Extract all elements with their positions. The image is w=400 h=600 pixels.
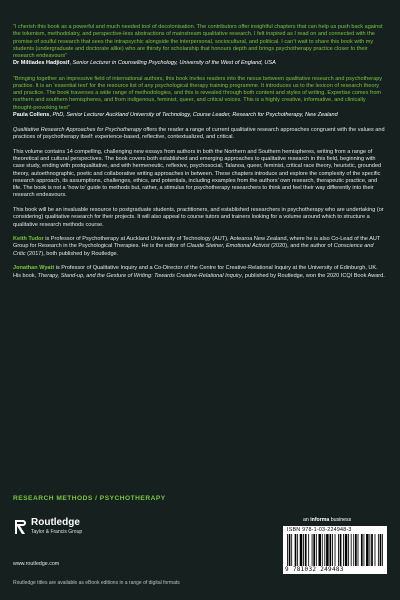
informa-brand: informa xyxy=(310,517,330,523)
cover-text xyxy=(13,24,387,287)
intro-text: offers the reader a range of current qualitative research approaches congruent with the values and practices of psychotherapy itself: experience-based, reflective, contextualized, and critical. xyxy=(13,127,385,141)
author-name-1: Keith Tudor xyxy=(13,236,44,243)
publisher-name: Routledge xyxy=(31,517,80,528)
book-title: Qualitative Research Approaches for Psychotherapy xyxy=(13,127,142,133)
endorser-role-1: Senior Lecturer in Counselling Psychology, University of the West of England, USA xyxy=(72,60,276,67)
description-contents: This volume contains 14 compelling, challenging new essays from authors in both the Northern and Southern hemispheres, writing from a range of theoretical and cultural perspectives. The book covers both established and emerging approaches to qualitative research in this field, beginning with case study, ending with postqualitative, and with hermeneutic, reflexive, psychosocial, Talanoa, queer, feminist, critical race theory, heuristic, grounded theory, autoethnographic, poetic and collaborative writing approaches in between. These chapters introduce and explore the complexity of the specific research approach, its assumptions, challenges, ethics, and potentials, including examples from the authors’ own research, therapeutic practice, and life. The book is not a ‘how to’ guide to methods but, rather, a stimulus for psychotherapy researchers to think and feel their way differently into their research endeavours. xyxy=(13,148,382,199)
endorser-name-1: Dr Miltiades Hadjiosif xyxy=(13,60,70,67)
endorsement-quote-1: “I cherish this book as a powerful and much needed tool of decolonisation. The contributors offer insightful chapters that can help us push back against the tokenism, methodolatry, and perspective-less abstractions of mainstream qualitative research. I felt inspired as I read on and connected with the promise of soulful research that sees the intrapsychic alongside the interpersonal, sociocultural, and political. I can’t wait to share this book with my students (undergraduate and doctorate alike) who are thirsty for scholarship that honours depth and brings psychotherapy practice closer to their research endeavours” xyxy=(13,24,383,59)
publisher-logo xyxy=(13,517,103,557)
publisher-group: Taylor & Francis Group xyxy=(31,529,83,535)
isbn-number: ISBN 978-1-03-224948-3 xyxy=(287,527,352,533)
publisher-url: www.routledge.com xyxy=(13,561,60,567)
ean-digits: 9 781032 249483 xyxy=(285,566,344,573)
ebook-note: Routledge titles are available as eBook editions in a range of digital formats xyxy=(13,580,180,586)
description-intro xyxy=(13,127,387,142)
routledge-logo-icon xyxy=(13,519,27,535)
author-bio-2: Jonathan Wyatt is Professor of Qualitative Inquiry and a Co-Director of the Centre for Creative-Relational Inquiry at the University of Edinburgh, UK. His book, Therapy, Stand-up, and the Gesture of Writing: Towards Creative-Relational Inquiry, published by Routledge, won the 2020 ICQI Book Award. xyxy=(13,265,385,279)
author-name-2: Jonathan Wyatt xyxy=(13,265,55,272)
endorsement-attribution-1: Dr Miltiades Hadjiosif, Senior Lecturer in Counselling Psychology, University of the West of England, USA xyxy=(13,60,276,67)
description-audience: This book will be an invaluable resource to postgraduate students, practitioners, and established researchers in psychotherapy who are undertaking (or considering) qualitative research for their projects. It will also appeal to course tutors and trainers looking for a volume around which to structure a qualitative research methods course. xyxy=(13,207,384,228)
endorser-role-2: PhD, Senior Lecturer Auckland University of Technology, Course Leader, Research for Psychotherapy, New Zealand xyxy=(52,111,338,118)
barcode-bars xyxy=(287,534,383,566)
endorser-name-2: Paula Collens xyxy=(13,111,50,118)
barcode xyxy=(283,526,387,574)
author-bio-1: Keith Tudor is Professor of Psychotherapy at Auckland University of Technology (AUT), Aotearoa New Zealand, where he is also Co-Lead of the AUT Group for Research in the Psychological Therapies. He is the editor of Claude Steiner, Emotional Activist (2020), and the author of Conscience and Critic (2017), both published by Routledge. xyxy=(13,236,381,257)
endorsement-attribution-2: Paula Collens, PhD, Senior Lecturer Auckland University of Technology, Course Leader, Research for Psychotherapy, New Zealand xyxy=(13,111,338,118)
informa-business-label: an informa business xyxy=(303,517,352,523)
endorsement-quote-2: “Bringing together an impressive field of international authors, this book invites readers into the nexus between qualitative research and psychotherapy practice. It is an ‘essential text’ for the resource list of any psychological therapy training programme. It introduces us to the lexicon of research theory and practice. The book traverses a wide range of methodologies, and this is revealed through both content and styles of writing. Expertise comes from northern and southern hemispheres, and from indigenous, feminist, queer, and critical voices. This is a highly creative, informative, and clinically thought-provoking text” xyxy=(13,75,383,111)
subject-category: RESEARCH METHODS / PSYCHOTHERAPY xyxy=(13,495,166,502)
